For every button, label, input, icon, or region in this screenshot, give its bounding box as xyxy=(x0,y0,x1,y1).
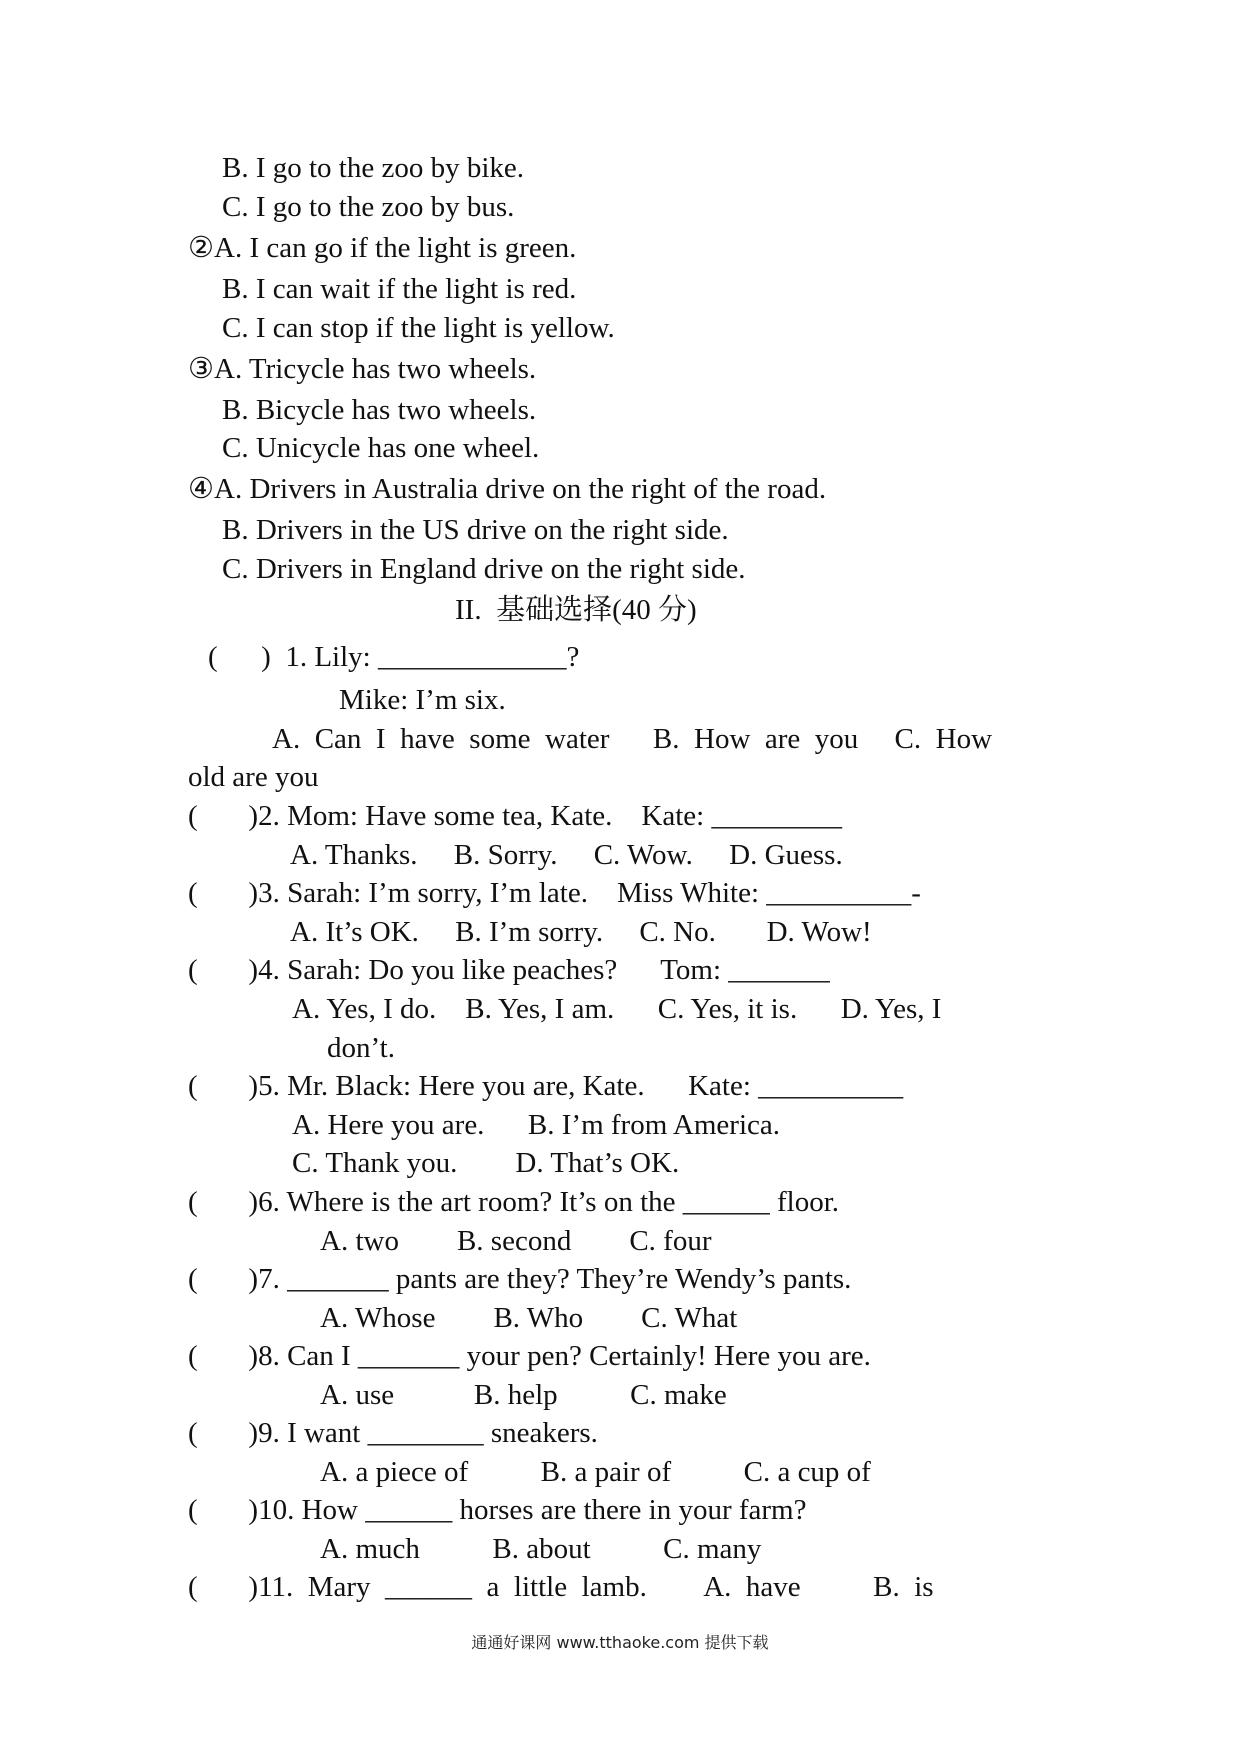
question-6: ( )6. Where is the art room? It’s on the ______ floor. xyxy=(188,1186,840,1218)
question-10: ( )10. How ______ horses are there in your farm? xyxy=(188,1494,807,1526)
option-1c: C. I go to the zoo by bus. xyxy=(222,191,515,223)
question-9-options: A. a piece of B. a pair of C. a cup of xyxy=(320,1456,871,1488)
question-4-options: A. Yes, I do. B. Yes, I am. C. Yes, it is. D. Yes, I xyxy=(292,993,942,1025)
question-5-options-cd: C. Thank you. D. That’s OK. xyxy=(292,1147,680,1179)
question-10-options: A. much B. about C. many xyxy=(320,1533,762,1565)
question-3-options: A. It’s OK. B. I’m sorry. C. No. D. Wow! xyxy=(290,916,872,948)
option-2c: C. I can stop if the light is yellow. xyxy=(222,312,615,344)
question-1-options-cont: old are you xyxy=(188,761,319,793)
question-7-options: A. Whose B. Who C. What xyxy=(320,1302,738,1334)
question-1-options: A. Can I have some water B. How are you C. How xyxy=(272,723,993,755)
section-heading: II. 基础选择(40 分) xyxy=(455,594,697,626)
question-4: ( )4. Sarah: Do you like peaches? Tom: _______ xyxy=(188,954,830,986)
question-5-options-ab: A. Here you are. B. I’m from America. xyxy=(292,1109,781,1141)
option-2b: B. I can wait if the light is red. xyxy=(222,273,577,305)
option-3b: B. Bicycle has two wheels. xyxy=(222,394,537,426)
option-3a: ③A. Tricycle has two wheels. xyxy=(188,353,537,385)
question-3: ( )3. Sarah: I’m sorry, I’m late. Miss White: __________- xyxy=(188,877,921,909)
option-2a: ②A. I can go if the light is green. xyxy=(188,232,577,264)
question-5: ( )5. Mr. Black: Here you are, Kate. Kate: __________ xyxy=(188,1070,904,1102)
question-1-answer-line: Mike: I’m six. xyxy=(339,684,506,716)
question-2: ( )2. Mom: Have some tea, Kate. Kate: _________ xyxy=(188,800,842,832)
question-11: ( )11. Mary ______ a little lamb. A. have B. is xyxy=(188,1571,934,1603)
question-9: ( )9. I want ________ sneakers. xyxy=(188,1417,598,1449)
option-1b: B. I go to the zoo by bike. xyxy=(222,152,525,184)
option-4c: C. Drivers in England drive on the right side. xyxy=(222,553,746,585)
question-4-options-cont: don’t. xyxy=(327,1032,395,1064)
option-4b: B. Drivers in the US drive on the right side. xyxy=(222,514,729,546)
question-8-options: A. use B. help C. make xyxy=(320,1379,727,1411)
question-8: ( )8. Can I _______ your pen? Certainly! Here you are. xyxy=(188,1340,871,1372)
option-4a: ④A. Drivers in Australia drive on the right of the road. xyxy=(188,473,827,505)
page-footer: 通通好课网 www.tthaoke.com 提供下载 xyxy=(471,1633,769,1652)
option-3c: C. Unicycle has one wheel. xyxy=(222,432,540,464)
question-7: ( )7. _______ pants are they? They’re Wendy’s pants. xyxy=(188,1263,852,1295)
question-2-options: A. Thanks. B. Sorry. C. Wow. D. Guess. xyxy=(290,839,843,871)
question-6-options: A. two B. second C. four xyxy=(320,1225,712,1257)
question-1: ( ) 1. Lily: _____________? xyxy=(208,641,580,673)
